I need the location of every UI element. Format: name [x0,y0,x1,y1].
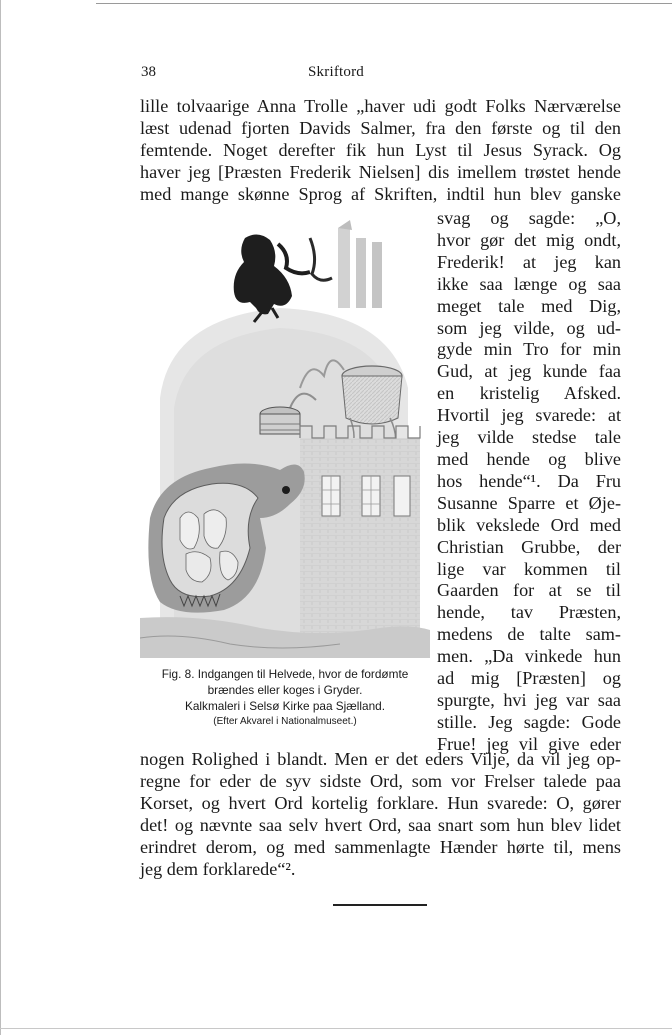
text-line: ikke saa længe og saa [437,273,621,294]
caption-line: Kalkmaleri i Selsø Kirke paa Sjælland. [185,699,385,713]
body-text-top [140,96,621,206]
text-line: regne for eder de syv sidste Ord, som vor Frelser talede paa [140,770,621,791]
text-line: ad mig [Præsten] og [437,668,621,689]
text-line: Christian Grubbe, der [437,536,621,557]
text-line: meget tale med Dig, [437,295,621,316]
text-line: Gaarden for at se til [437,580,621,601]
running-head: Skriftord [308,64,364,80]
caption-line: Fig. 8. Indgangen til Helvede, hvor de fordømte [161,667,409,681]
text-line: haver jeg [Præsten Frederik Nielsen] dis imellem trøstet hende [140,161,621,182]
page-top-edge [96,3,672,4]
text-line: lige var kommen til [437,558,621,579]
text-line: Hvortil jeg svarede: at [437,405,621,426]
body-text-side-column [437,208,621,756]
text-line: Susanne Sparre et Øje- [437,492,621,513]
caption-line: brændes eller koges i Gryder. [207,683,363,697]
figure-caption [140,666,430,729]
text-line: jeg dem forklarede“². [140,858,296,879]
text-line: blik vekslede Ord med [437,514,621,535]
text-line: det! og nævnte saa selv hvert Ord, saa snart som hun blev lidet [140,814,621,835]
text-line: erindret derom, og med sammenlagte Hænder hørte til, mens [140,836,621,857]
text-line: svag og sagde: „O, [437,208,621,228]
section-end-rule [333,904,427,906]
body-text-bottom [140,749,621,880]
text-line: men. „Da vinkede hun [437,646,621,667]
text-line: Korset, og hvert Ord kortelig forklare. Hun svarede: O, gører [140,792,621,813]
caption-source: (Efter Akvarel i Nationalmuseet.) [213,716,357,727]
text-line: en kristelig Afsked. [437,383,621,404]
page-number: 38 [141,64,156,80]
figure-hell-mouth [140,218,430,658]
text-line: hende, tav Præsten, [437,602,621,623]
text-line: som jeg vilde, og ud- [437,317,621,338]
text-line: hos hende“¹. Da Fru [437,470,621,491]
text-line: med mange skønne Sprog af Skriften, indtil hun blev ganske [140,183,621,204]
text-line: medens de talte sam- [437,624,621,645]
page-bottom-edge [0,1028,672,1029]
text-line: nogen Rolighed i blandt. Men er det eders Vilje, da vil jeg op- [140,749,621,769]
hell-mouth-mural-illustration [140,218,430,658]
text-line: gyde min Tro for min [437,339,621,360]
text-line: læst udenad fjorten Davids Salmer, fra den første og til den [140,117,621,138]
text-line: lille tolvaarige Anna Trolle „haver udi godt Folks Nærværelse [140,96,621,116]
text-line: hvor gør det mig ondt, [437,229,621,250]
text-line: Frue! jeg vil give eder [437,733,621,754]
text-line: Frederik! at jeg kan [437,251,621,272]
text-line: stille. Jeg sagde: Gode [437,711,621,732]
text-line: med hende og blive [437,448,621,469]
text-line: spurgte, hvi jeg var saa [437,689,621,710]
text-line: jeg vilde stedse tale [437,427,621,448]
text-line: femtende. Noget derefter fik hun Lyst til Jesus Syrack. Og [140,139,621,160]
text-line: Gud, at jeg kunde faa [437,361,621,382]
page-left-edge [0,0,1,1035]
